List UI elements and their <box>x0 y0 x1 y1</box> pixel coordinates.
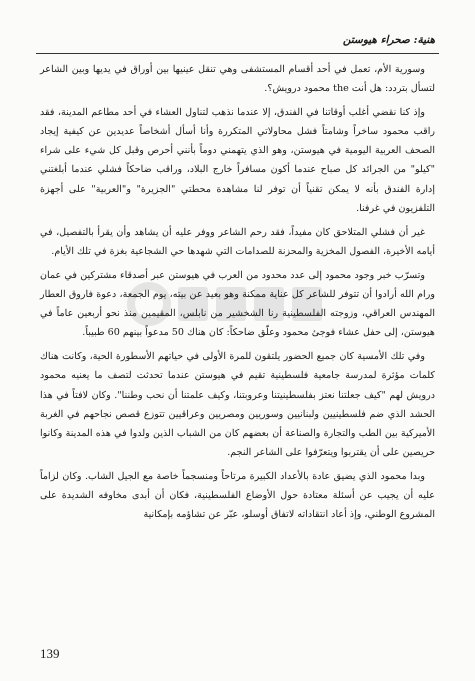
body-text <box>40 60 435 529</box>
paragraph: وتسرّب خبر وجود محمود إلى عدد محدود من العرب في هيوستن عبر أصدقاء مشتركين في عمان ورام الله أرادوا أن تتوفر للشاعر كل عناية ممكنة وهو بعيد عن بيته، يوم الجمعة، دعوة فاروق العطار المهندس العراقي، وزوجته الفلسطينية رنا الشخشير من نابلس، المقيمين منذ نحو أربعين عاماً في هيوستن، إلى حفل عشاء فوجئ محمود وعلّق ضاحكاً: كان هناك 50 مدعواً بينهم 60 طبيباً. <box>40 269 435 339</box>
paragraph: وإذ كنا نقضي أغلب أوقاتنا في الفندق، إلا عندما نذهب لتناول العشاء في أحد مطاعم المدينة، فقد راقب محمود ساخراً وشامتاً فشل محاولاتي المتكررة وأنا أسأل أشخاصاً عديدين عن كيفية إيجاد الصحف العربية اليومية في هيوستن، وهو الذي يتهمني دوماً بأنني أحرص وقبل كل شيء على شراء "كيلو" من الجرائد كل صباح عندما أكون مسافراً خارج البلاد، وراقب ضاحكاً فشلي عندما أبلغتني إدارة الفندق بأنه لا يمكن تقنياً أن توفر لنا مشاهدة محطتي "الجزيرة" و"العربية" على أجهزة التلفزيون في غرفنا. <box>40 107 435 214</box>
header-rule <box>36 53 439 54</box>
paragraph: غير أن فشلي المتلاحق كان مفيداً، فقد رحم الشاعر ووفر عليه أن يشاهد وأن يقرأ بالتفصيل، في أيامه الأخيرة، الفصول المخزية والمحزنة للصدامات التي شهدها حي الشجاعية بغزة في تلك الأيام. <box>40 226 435 257</box>
paragraph: وفي تلك الأمسية كان جميع الحضور يلتقون للمرة الأولى في حياتهم الأسطورة الحية، وكانت هناك كلمات مؤثرة لمدرسة جامعية فلسطينية تقيم في هيوستن عندما تحدثت لتصف ما يعنيه محمود درويش لهم "كيف جعلتنا نعتز بفلسطينيتنا وعروبتنا، وكيف علمتنا أن نحب وطننا". وكان لافتاً في هذا الحشد الذي ضم فلسطينيين ولبنانيين وسوريين ومصريين وعراقيين تتوزع قصص نجاحهم في الغربة الأميركية بين الطب والتجارة والصناعة أن بعضهم كان من الشباب الذين ولدوا في هذه المدينة وكانوا حريصين على أن يقتربوا ويتعرّفوا على الشاعر النجم. <box>40 351 435 458</box>
page-number: 139 <box>40 646 60 661</box>
paragraph: وبدا محمود الذي يضيق عادة بالأعداد الكبيرة مرتاحاً ومنسجماً خاصة مع الجيل الشاب. وكان لزاماً عليه أن يجيب عن أسئلة معتادة حول الأوضاع الفلسطينية، فكان أن أبدى مخاوفه الشديدة على المشروع الوطني، وإذ أعاد انتقاداته لاتفاق أوسلو، عبّر عن تشاؤمه بإمكانية <box>40 470 435 521</box>
running-header: هنية: صحراء هيوستن <box>342 34 435 46</box>
paragraph: وسورية الأم، تعمل في أحد أقسام المستشفى وهي تنقل عينيها بين أوراق في يديها وبين الشاعر لتسأل بتردد: هل أنت the محمود درويش؟. <box>40 64 435 95</box>
